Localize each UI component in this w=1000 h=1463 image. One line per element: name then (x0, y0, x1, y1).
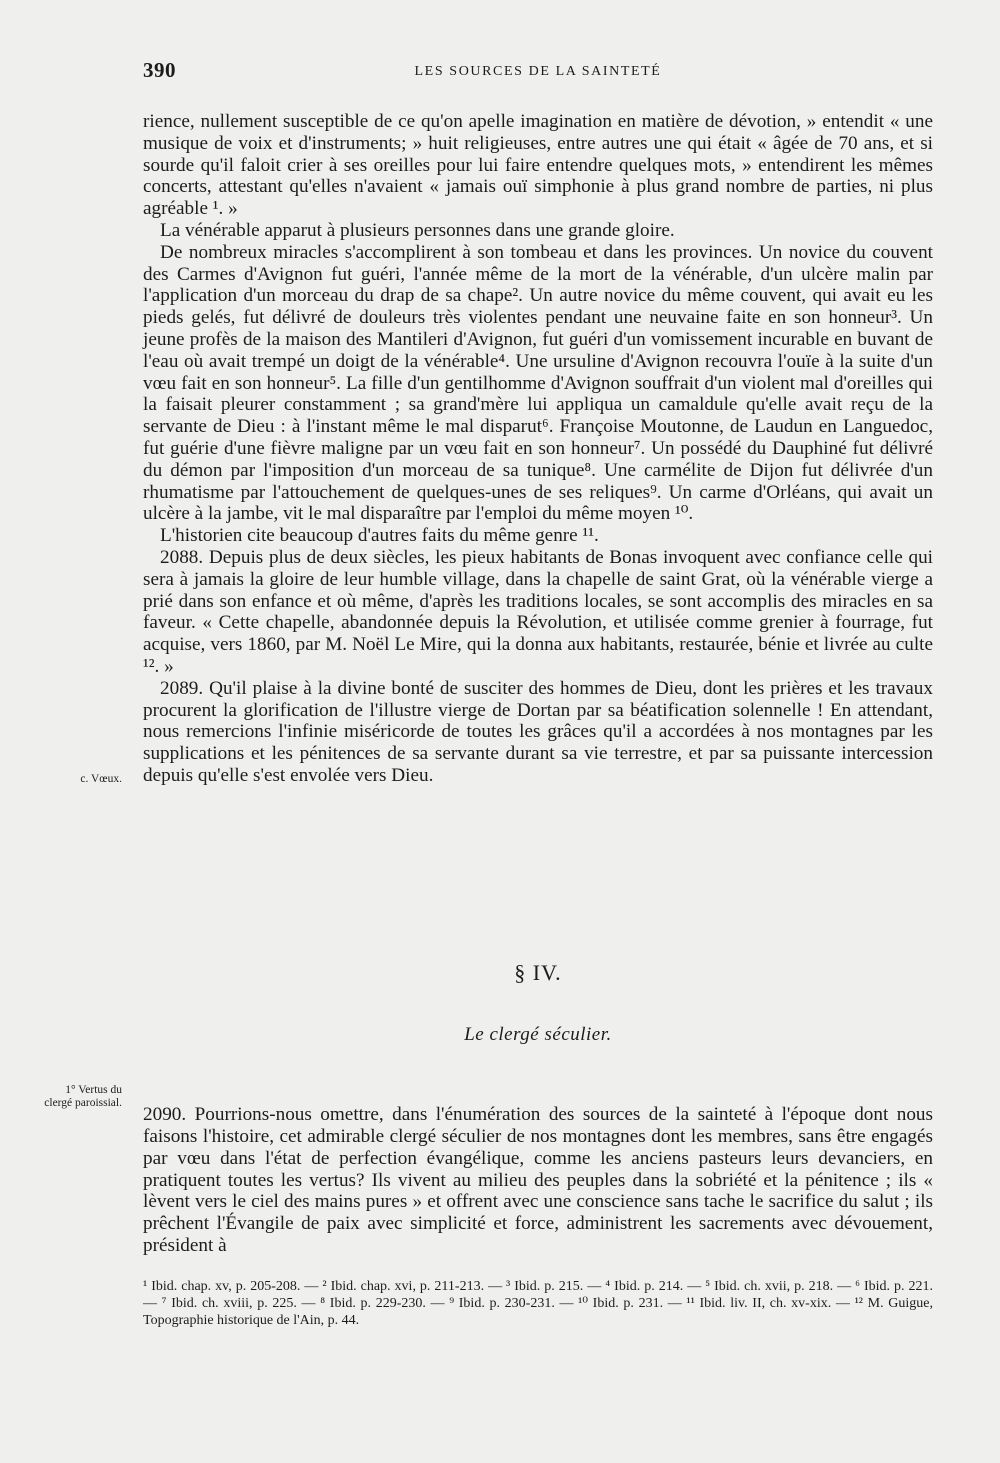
paragraph-2089: 2089. Qu'il plaise à la divine bonté de susciter des hommes de Dieu, dont les prières et les travaux procurent la glorification de l'illustre vierge de Dortan par sa béatification solennelle ! En attendant, nous remercions l'infinie miséricorde de toutes les grâces qu'il a accordées à nos montagnes par les supplications et les pénitences de sa servante durant sa vie terrestre, et par sa puissante intercession depuis qu'elle s'est envolée vers Dieu. (143, 677, 933, 786)
section-title: § IV. (514, 960, 562, 985)
paragraph-miracles: De nombreux miracles s'accomplirent à son tombeau et dans les provinces. Un novice du couvent des Carmes d'Avignon fut guéri, l'année même de la mort de la vénérable, d'un ulcère malin par l'application d'un morceau du drap de sa chape². Un autre novice du même couvent, qui avait eu les pieds gelés, fut délivré de douleurs très violentes pendant une neuvaine faite en son honneur³. Un jeune profès de la maison des Mantileri d'Avignon, fut guéri d'un vomissement incurable en buvant de l'eau où avait trempé un doigt de la vénérable⁴. Une ursuline d'Avignon recouvra l'ouïe à la suite d'un vœu fait en son honneur⁵. La fille d'un gentilhomme d'Avignon souffrait d'un violent mal d'oreilles qui la faisait pleurer constamment ; sa grand'mère lui appliqua un camaldule qu'elle avait reçu de la servante de Dieu : à l'instant même le mal disparut⁶. Françoise Moutonne, de Laudun en Languedoc, fut guérie d'une fièvre maligne par un vœu fait en son honneur⁷. Un possédé du Dauphiné fut délivré du démon par l'imposition d'un morceau de sa tunique⁸. Une carmélite de Dijon fut délivrée d'un rhumatisme par l'attouchement de quelques-unes de ses reliques⁹. Un carme d'Orléans, qui avait un ulcère à la jambe, vit le mal disparaître par l'emploi du même moyen ¹⁰. (143, 241, 933, 525)
page-number: 390 (143, 58, 176, 82)
page-header (143, 58, 933, 88)
margin-note-voeux: c. Vœux. (80, 773, 122, 785)
paragraph-2090: 2090. Pourrions-nous omettre, dans l'énumération des sources de la sainteté à l'époque dont nous faisons l'histoire, cet admirable clergé séculier de nos montagnes dont les membres, sans être engagés par vœu dans l'état de perfection évangélique, comme les anciens pasteurs leurs devanciers, en pratiquent toutes les vertus? Ils vivent au milieu des peuples dans la sobriété et la pénitence ; ils « lèvent vers le ciel des mains pures » et offrent avec une conscience sans tache le sacrifice du salut ; ils prêchent l'Évangile de paix avec simplicité et force, administrent les sacrements avec dévouement, président à (143, 1104, 933, 1256)
section-subtitle: Le clergé séculier. (464, 1024, 612, 1045)
running-title: LES SOURCES DE LA SAINTETÉ (414, 64, 662, 79)
paragraph-historian: L'historien cite beaucoup d'autres faits du même genre ¹¹. (160, 525, 599, 547)
main-text-bottom (143, 1085, 933, 1276)
footnotes: ¹ Ibid. chap. xv, p. 205-208. — ² Ibid. chap. xvi, p. 211-213. — ³ Ibid. p. 215. — ⁴ Ibid. p. 214. — ⁵ Ibid. ch. xvii, p. 218. — ⁶ Ibid. p. 221. — ⁷ Ibid. ch. xviii, p. 225. — ⁸ Ibid. p. 229-230. — ⁹ Ibid. p. 230-231. — ¹⁰ Ibid. p. 231. — ¹¹ Ibid. liv. II, ch. xv-xix. — ¹² M. Guigue, Topographie historique de l'Ain, p. 44. (143, 1279, 933, 1328)
paragraph-2088: 2088. Depuis plus de deux siècles, les pieux habitants de Bonas invoquent avec confiance celle qui sera à jamais la gloire de leur humble village, dans la chapelle de saint Grat, où la vénérable vierge a prié dans son enfance et où même, d'après les traditions locales, se sont accomplis des miracles en sa faveur. « Cette chapelle, abandonnée depuis la Révolution, et utilisée comme grenier à fourrage, fut acquise, vers 1860, par M. Noël Le Mire, qui la donna aux habitants, restaurée, bénie et livrée au culte ¹². » (143, 546, 933, 677)
paragraph-continuation: rience, nullement susceptible de ce qu'on apelle imagination en matière de dévotion, » entendit « une musique de voix et d'instruments; » huit religieuses, entre autres une qui était « âgée de 70 ans, et si sourde qu'il faloit crier à ses oreilles pour lui faire entendre quelques mots, » entendirent les mêmes concerts, attestant qu'elles n'avaient « jamais ouï simphonie à plus grand nombre de parties, ni plus agréable ¹. » (143, 111, 933, 220)
margin-note-clerge: 1° Vertus du clergé paroissial. (44, 1084, 122, 1109)
paragraph-apparition: La vénérable apparut à plusieurs personnes dans une grande gloire. (160, 219, 675, 241)
main-text-top (143, 111, 933, 787)
